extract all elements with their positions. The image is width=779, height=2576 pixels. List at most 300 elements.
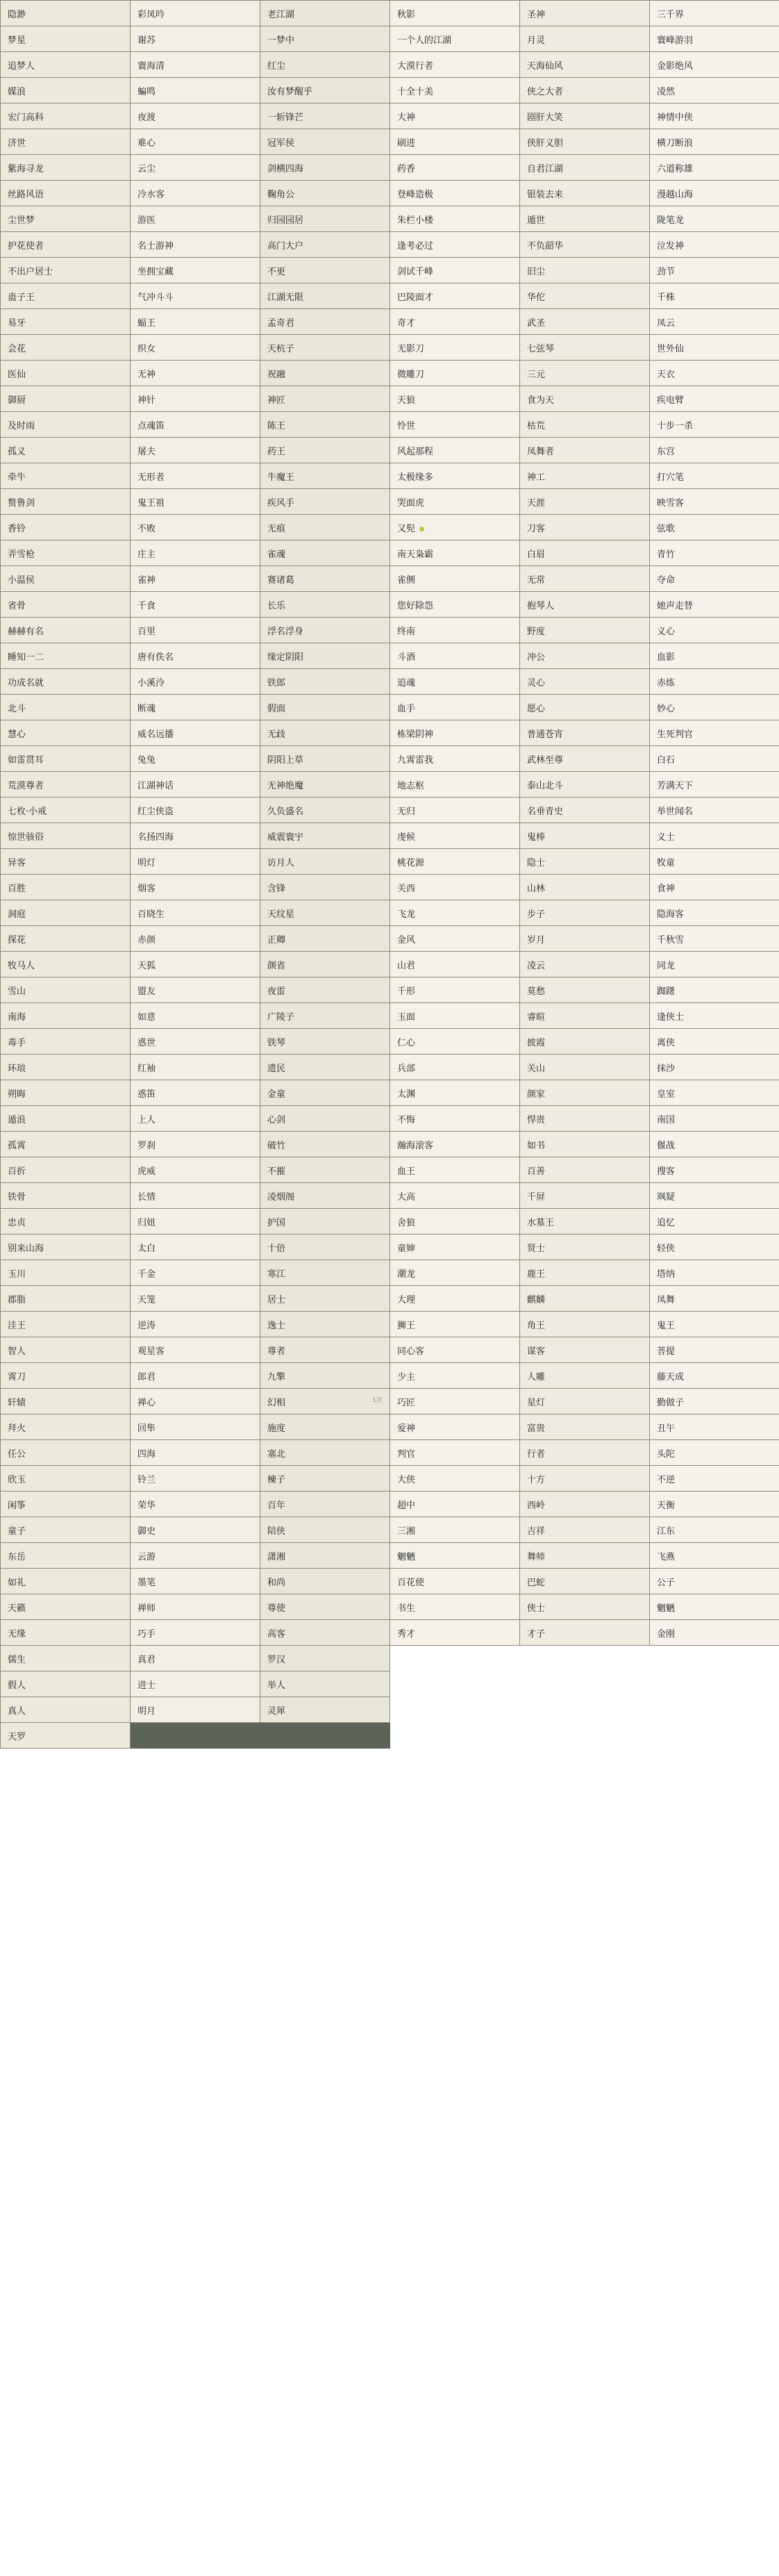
grid-cell[interactable]: 才子 [520, 1620, 650, 1646]
grid-cell[interactable]: 栋梁阴神 [390, 720, 520, 746]
grid-cell[interactable]: 漫越山海 [650, 181, 779, 206]
grid-cell[interactable]: 织女 [131, 335, 260, 361]
grid-cell[interactable]: 禅心 [131, 1389, 260, 1414]
grid-cell[interactable]: 百折 [1, 1157, 131, 1183]
grid-cell[interactable]: 金风 [390, 926, 520, 952]
grid-cell[interactable]: 白石 [650, 746, 779, 772]
grid-cell[interactable]: 风起那程 [390, 438, 520, 463]
grid-cell[interactable]: 童婶 [390, 1235, 520, 1260]
grid-cell[interactable]: 血手 [390, 695, 520, 720]
grid-cell[interactable]: 旧尘 [520, 258, 650, 283]
grid-cell[interactable]: 判官 [390, 1440, 520, 1466]
grid-cell[interactable]: 丑午 [650, 1414, 779, 1440]
grid-cell[interactable]: 千秋雪 [650, 926, 779, 952]
grid-cell[interactable]: 鬼王 [650, 1312, 779, 1337]
grid-cell[interactable]: 心剑 [260, 1106, 390, 1132]
grid-cell[interactable]: 西岭 [520, 1492, 650, 1517]
grid-cell[interactable]: 寰峰游羽 [650, 26, 779, 52]
grid-cell[interactable]: 七弦琴 [520, 335, 650, 361]
grid-cell[interactable]: 生死判官 [650, 720, 779, 746]
grid-cell[interactable]: 舞师 [520, 1543, 650, 1569]
grid-cell[interactable]: 六道称雄 [650, 155, 779, 181]
grid-cell[interactable]: 凌然 [650, 78, 779, 104]
grid-cell[interactable]: 千形 [390, 977, 520, 1003]
grid-cell[interactable]: 打穴笔 [650, 463, 779, 489]
grid-cell[interactable]: 山林 [520, 875, 650, 900]
grid-cell[interactable]: 睡知一二 [1, 643, 131, 669]
grid-cell[interactable]: 血影 [650, 643, 779, 669]
grid-cell[interactable]: 罗刹 [131, 1132, 260, 1157]
grid-cell[interactable]: 青竹 [650, 540, 779, 566]
grid-cell[interactable]: 梦星 [1, 26, 131, 52]
grid-cell[interactable]: 洞庭 [1, 900, 131, 926]
grid-cell[interactable]: 灵心 [520, 669, 650, 695]
grid-cell[interactable]: 食神 [650, 875, 779, 900]
grid-cell[interactable]: 名垂青史 [520, 798, 650, 823]
grid-cell[interactable]: 狮王 [390, 1312, 520, 1337]
grid-cell[interactable]: 欣玉 [1, 1466, 131, 1492]
grid-cell[interactable]: 尊使 [260, 1594, 390, 1620]
grid-cell[interactable]: 进士 [131, 1671, 260, 1697]
grid-cell[interactable]: 断魂 [131, 695, 260, 720]
grid-cell[interactable]: 她声走替 [650, 592, 779, 618]
grid-cell[interactable]: 北斗 [1, 695, 131, 720]
grid-cell[interactable]: 菩提 [650, 1337, 779, 1363]
grid-cell[interactable]: 大侠 [390, 1466, 520, 1492]
grid-cell[interactable]: 离侠 [650, 1029, 779, 1055]
grid-cell[interactable]: 赘鲁剑 [1, 489, 131, 515]
grid-cell[interactable]: 逸士 [260, 1312, 390, 1337]
grid-cell[interactable]: 三千界 [650, 1, 779, 26]
grid-cell[interactable]: 抱琴人 [520, 592, 650, 618]
grid-cell[interactable]: 潇湘 [260, 1543, 390, 1569]
grid-cell[interactable]: 久负盛名 [260, 798, 390, 823]
grid-cell[interactable]: 华佗 [520, 283, 650, 309]
grid-cell[interactable]: 真人 [1, 1697, 131, 1723]
grid-cell[interactable]: 莫愁 [520, 977, 650, 1003]
grid-cell[interactable]: 神匠 [260, 386, 390, 412]
grid-cell[interactable]: 藤天成 [650, 1363, 779, 1389]
grid-cell[interactable]: 九擎 [260, 1363, 390, 1389]
grid-cell[interactable]: 追忆 [650, 1209, 779, 1235]
grid-cell[interactable]: 疾电臂 [650, 386, 779, 412]
grid-cell[interactable]: 侠肝义胆 [520, 129, 650, 155]
grid-cell[interactable]: 兔兔 [131, 746, 260, 772]
grid-cell[interactable]: 铁骨 [1, 1183, 131, 1209]
grid-cell[interactable]: 墨笔 [131, 1569, 260, 1594]
grid-cell[interactable]: 异客 [1, 849, 131, 875]
grid-cell[interactable]: 虔候 [390, 823, 520, 849]
grid-cell[interactable]: 济世 [1, 129, 131, 155]
grid-cell[interactable]: 小温侯 [1, 566, 131, 592]
grid-cell[interactable]: 轩辕 [1, 1389, 131, 1414]
grid-cell[interactable]: 正卿 [260, 926, 390, 952]
grid-cell[interactable]: 牛魔王 [260, 463, 390, 489]
grid-cell[interactable]: 野度 [520, 618, 650, 643]
grid-cell[interactable]: 药香 [390, 155, 520, 181]
grid-cell[interactable]: 逢侠士 [650, 1003, 779, 1029]
grid-cell[interactable]: 人雕 [520, 1363, 650, 1389]
grid-cell[interactable]: 红袖 [131, 1055, 260, 1080]
grid-cell[interactable]: 省骨 [1, 592, 131, 618]
grid-cell[interactable]: 玉面 [390, 1003, 520, 1029]
grid-cell[interactable]: 百善 [520, 1157, 650, 1183]
grid-cell[interactable]: 如礼 [1, 1569, 131, 1594]
grid-cell[interactable]: 功成名就 [1, 669, 131, 695]
grid-cell[interactable]: 护国 [260, 1209, 390, 1235]
grid-cell[interactable]: 桃花源 [390, 849, 520, 875]
grid-cell[interactable]: 无神绝魔 [260, 772, 390, 798]
grid-cell[interactable]: 秀才 [390, 1620, 520, 1646]
grid-cell[interactable]: 银装去来 [520, 181, 650, 206]
grid-cell[interactable]: 凌烟阁 [260, 1183, 390, 1209]
grid-cell[interactable]: 十步一杀 [650, 412, 779, 438]
grid-cell[interactable]: 天衣 [650, 361, 779, 386]
grid-cell[interactable]: 坐拥宝藏 [131, 258, 260, 283]
grid-cell[interactable]: 天涯 [520, 489, 650, 515]
grid-cell[interactable]: 访月人 [260, 849, 390, 875]
grid-cell[interactable]: 雀魂 [260, 540, 390, 566]
grid-cell[interactable]: 千金 [131, 1260, 260, 1286]
grid-cell[interactable]: 破竹 [260, 1132, 390, 1157]
grid-cell[interactable]: 智人 [1, 1337, 131, 1363]
grid-cell[interactable]: 奇才 [390, 309, 520, 335]
grid-cell[interactable]: 一个人的江湖 [390, 26, 520, 52]
grid-cell[interactable]: 大高 [390, 1183, 520, 1209]
grid-cell[interactable]: 普通苍宵 [520, 720, 650, 746]
grid-cell[interactable]: 百里 [131, 618, 260, 643]
grid-cell[interactable]: 不摧 [260, 1157, 390, 1183]
grid-cell[interactable]: 神工 [520, 463, 650, 489]
grid-cell[interactable]: 逢考必过 [390, 232, 520, 258]
grid-cell[interactable]: 如雷贯耳 [1, 746, 131, 772]
grid-cell[interactable]: 寒江 [260, 1260, 390, 1286]
grid-cell[interactable]: 秋影 [390, 1, 520, 26]
grid-cell[interactable]: 江东 [650, 1517, 779, 1543]
grid-cell[interactable]: 彩凤吟 [131, 1, 260, 26]
grid-cell[interactable]: 陈王 [260, 412, 390, 438]
grid-cell[interactable]: 金刚 [650, 1620, 779, 1646]
grid-cell[interactable]: 不悔 [390, 1106, 520, 1132]
grid-cell[interactable]: 江湖无限 [260, 283, 390, 309]
grid-cell[interactable]: 爱神 [390, 1414, 520, 1440]
grid-cell[interactable]: 罗汉 [260, 1646, 390, 1671]
grid-cell[interactable]: 泰山北斗 [520, 772, 650, 798]
grid-cell[interactable]: 药王 [260, 438, 390, 463]
grid-cell[interactable]: 金影绝风 [650, 52, 779, 78]
grid-cell[interactable]: 护花使者 [1, 232, 131, 258]
grid-cell[interactable]: 不败 [131, 515, 260, 540]
grid-cell[interactable]: 公子 [650, 1569, 779, 1594]
grid-cell[interactable]: 飒疑 [650, 1183, 779, 1209]
grid-cell[interactable]: 牧童 [650, 849, 779, 875]
grid-cell[interactable]: 飞燕 [650, 1543, 779, 1569]
grid-cell[interactable]: 勤做子 [650, 1389, 779, 1414]
grid-cell[interactable]: 剧肝大笑 [520, 104, 650, 129]
grid-cell[interactable]: 荒漠尊者 [1, 772, 131, 798]
grid-cell[interactable]: 施度 [260, 1414, 390, 1440]
grid-cell[interactable]: 神针 [131, 386, 260, 412]
grid-cell[interactable]: 书生 [390, 1594, 520, 1620]
grid-cell[interactable]: 无歧 [260, 720, 390, 746]
grid-cell[interactable]: 愿心 [520, 695, 650, 720]
grid-cell[interactable]: 不出户居士 [1, 258, 131, 283]
grid-cell[interactable]: 御厨 [1, 386, 131, 412]
grid-cell[interactable]: 洼王 [1, 1312, 131, 1337]
grid-cell[interactable]: 庄主 [131, 540, 260, 566]
grid-cell[interactable]: 云游 [131, 1543, 260, 1569]
grid-cell[interactable]: 逆涛 [131, 1312, 260, 1337]
grid-cell[interactable]: 步子 [520, 900, 650, 926]
grid-cell[interactable]: 武圣 [520, 309, 650, 335]
grid-cell[interactable]: 夜雷 [260, 977, 390, 1003]
grid-cell[interactable]: 枯荒 [520, 412, 650, 438]
grid-cell[interactable]: 观星客 [131, 1337, 260, 1363]
grid-cell[interactable]: 赤颜 [131, 926, 260, 952]
grid-cell[interactable]: 大漠行者 [390, 52, 520, 78]
grid-cell[interactable]: 唐有佚名 [131, 643, 260, 669]
grid-cell[interactable]: 关山 [520, 1055, 650, 1080]
grid-cell[interactable]: 虎威 [131, 1157, 260, 1183]
grid-cell[interactable]: 牵牛 [1, 463, 131, 489]
grid-cell[interactable]: 天纹星 [260, 900, 390, 926]
grid-cell[interactable]: 睿暄 [520, 1003, 650, 1029]
grid-cell[interactable]: 行者 [520, 1440, 650, 1466]
grid-cell[interactable]: 烟客 [131, 875, 260, 900]
grid-cell[interactable]: 巴蛇 [520, 1569, 650, 1594]
grid-cell[interactable]: 冷水客 [131, 181, 260, 206]
grid-cell[interactable]: 飞龙 [390, 900, 520, 926]
grid-cell[interactable]: 会花 [1, 335, 131, 361]
grid-cell[interactable]: 东宫 [650, 438, 779, 463]
grid-cell[interactable]: 点魂笛 [131, 412, 260, 438]
grid-cell[interactable]: 儒生 [1, 1646, 131, 1671]
grid-cell[interactable]: 大神 [390, 104, 520, 129]
grid-cell[interactable]: 映雪客 [650, 489, 779, 515]
grid-cell[interactable]: 凌云 [520, 952, 650, 977]
grid-cell[interactable]: 巴陵面才 [390, 283, 520, 309]
grid-cell[interactable]: 追梦人 [1, 52, 131, 78]
grid-cell[interactable]: 天籁 [1, 1594, 131, 1620]
grid-cell[interactable]: 禅师 [131, 1594, 260, 1620]
grid-cell[interactable]: 七枚·小戒 [1, 798, 131, 823]
grid-cell[interactable]: 闲筝 [1, 1492, 131, 1517]
grid-cell[interactable]: 忠贞 [1, 1209, 131, 1235]
grid-cell[interactable]: 蝠王 [131, 309, 260, 335]
grid-cell[interactable]: 巧手 [131, 1620, 260, 1646]
grid-cell[interactable]: 剑横四海 [260, 155, 390, 181]
grid-cell[interactable]: 香铃 [1, 515, 131, 540]
grid-cell[interactable]: 剑试千峰 [390, 258, 520, 283]
grid-cell[interactable]: 天笼 [131, 1286, 260, 1312]
grid-cell[interactable]: 媒浪 [1, 78, 131, 104]
grid-cell[interactable]: 拜火 [1, 1414, 131, 1440]
grid-cell[interactable]: 如意 [131, 1003, 260, 1029]
grid-cell[interactable]: 无常 [520, 566, 650, 592]
grid-cell[interactable]: 江湖神话 [131, 772, 260, 798]
grid-cell[interactable]: 无神 [131, 361, 260, 386]
grid-cell[interactable]: 百年 [260, 1492, 390, 1517]
grid-cell[interactable]: 星灯 [520, 1389, 650, 1414]
grid-cell[interactable]: 四海 [131, 1440, 260, 1466]
grid-cell[interactable]: 巧匠 [390, 1389, 520, 1414]
grid-cell[interactable]: 刷进 [390, 129, 520, 155]
grid-cell[interactable]: 假面 [260, 695, 390, 720]
grid-cell[interactable]: 遁世 [520, 206, 650, 232]
grid-cell[interactable]: 悍贵 [520, 1106, 650, 1132]
grid-cell[interactable]: 舍狼 [390, 1209, 520, 1235]
grid-cell[interactable]: 假人 [1, 1671, 131, 1697]
grid-cell[interactable]: 郡脂 [1, 1286, 131, 1312]
grid-cell[interactable]: 孤义 [1, 438, 131, 463]
grid-cell[interactable]: 云尘 [131, 155, 260, 181]
grid-cell[interactable]: 追魂 [390, 669, 520, 695]
grid-cell[interactable]: 终南 [390, 618, 520, 643]
grid-cell[interactable]: 魍魉 [650, 1594, 779, 1620]
grid-cell[interactable]: 鬼王祖 [131, 489, 260, 515]
grid-cell[interactable]: 水墓王 [520, 1209, 650, 1235]
grid-cell[interactable]: 魍魉 [390, 1543, 520, 1569]
grid-cell[interactable]: 金童 [260, 1080, 390, 1106]
grid-cell[interactable]: 山君 [390, 952, 520, 977]
grid-cell[interactable]: 朔晦 [1, 1080, 131, 1106]
grid-cell[interactable]: 陇笔龙 [650, 206, 779, 232]
grid-cell[interactable]: 天海仙风 [520, 52, 650, 78]
grid-cell[interactable]: 朱栏小楼 [390, 206, 520, 232]
grid-cell[interactable]: 名士游神 [131, 232, 260, 258]
grid-cell[interactable]: 陪侠 [260, 1517, 390, 1543]
grid-cell[interactable]: 角王 [520, 1312, 650, 1337]
grid-cell[interactable]: 吉祥 [520, 1517, 650, 1543]
grid-cell[interactable]: 南天枭霸 [390, 540, 520, 566]
grid-cell[interactable]: 归妞 [131, 1209, 260, 1235]
grid-cell[interactable]: 易牙 [1, 309, 131, 335]
grid-cell[interactable]: 冲公 [520, 643, 650, 669]
grid-cell[interactable]: 九霄雷我 [390, 746, 520, 772]
grid-cell[interactable]: 三元 [520, 361, 650, 386]
grid-cell[interactable]: 惑笛 [131, 1080, 260, 1106]
grid-cell[interactable]: 血王 [390, 1157, 520, 1183]
grid-cell[interactable]: 无形者 [131, 463, 260, 489]
grid-cell[interactable]: 凤舞 [650, 1286, 779, 1312]
grid-cell[interactable]: 太极缘多 [390, 463, 520, 489]
grid-cell[interactable]: 仁心 [390, 1029, 520, 1055]
grid-cell[interactable]: 灵犀 [260, 1697, 390, 1723]
grid-cell[interactable]: 神情中侠 [650, 104, 779, 129]
grid-cell[interactable]: 哭面虎 [390, 489, 520, 515]
grid-cell[interactable]: 高客 [260, 1620, 390, 1646]
grid-cell[interactable]: 毒手 [1, 1029, 131, 1055]
grid-cell[interactable]: 芳满天下 [650, 772, 779, 798]
grid-cell[interactable]: 谢苏 [131, 26, 260, 52]
grid-cell[interactable]: 太白 [131, 1235, 260, 1260]
grid-cell[interactable]: 雪山 [1, 977, 131, 1003]
grid-cell[interactable]: 塔纳 [650, 1260, 779, 1286]
grid-cell[interactable]: 头陀 [650, 1440, 779, 1466]
grid-cell[interactable]: 丝路风语 [1, 181, 131, 206]
grid-cell[interactable]: 红尘 [260, 52, 390, 78]
grid-cell[interactable]: 塞北 [260, 1440, 390, 1466]
grid-cell[interactable]: 广陵子 [260, 1003, 390, 1029]
grid-cell[interactable]: 气冲斗斗 [131, 283, 260, 309]
grid-cell[interactable]: 无归 [390, 798, 520, 823]
grid-cell[interactable]: 蛊子王 [1, 283, 131, 309]
grid-cell[interactable]: 夜渡 [131, 104, 260, 129]
grid-cell[interactable]: 岁月 [520, 926, 650, 952]
grid-cell[interactable]: 真君 [131, 1646, 260, 1671]
grid-cell[interactable]: 泣发神 [650, 232, 779, 258]
grid-cell[interactable]: 义心 [650, 618, 779, 643]
grid-cell[interactable]: 谋客 [520, 1337, 650, 1363]
grid-cell[interactable]: 皇室 [650, 1080, 779, 1106]
grid-cell[interactable]: 高门大户 [260, 232, 390, 258]
grid-cell[interactable]: 颜省 [260, 952, 390, 977]
grid-cell[interactable]: 游医 [131, 206, 260, 232]
grid-cell[interactable]: 潮龙 [390, 1260, 520, 1286]
grid-cell[interactable]: 小溪泠 [131, 669, 260, 695]
grid-cell[interactable]: 大理 [390, 1286, 520, 1312]
grid-cell[interactable]: 少主 [390, 1363, 520, 1389]
grid-cell[interactable]: 弦歌 [650, 515, 779, 540]
grid-cell[interactable]: 十方 [520, 1466, 650, 1492]
grid-cell[interactable]: 居士 [260, 1286, 390, 1312]
grid-cell[interactable]: 鬼棒 [520, 823, 650, 849]
grid-cell[interactable]: 月灵 [520, 26, 650, 52]
grid-cell[interactable]: 回隼 [131, 1414, 260, 1440]
grid-cell[interactable]: 鞠角公 [260, 181, 390, 206]
grid-cell[interactable]: 环琅 [1, 1055, 131, 1080]
grid-cell[interactable]: 义士 [650, 823, 779, 849]
grid-cell[interactable]: 任公 [1, 1440, 131, 1466]
grid-cell[interactable]: 尊者 [260, 1337, 390, 1363]
grid-cell[interactable]: 天衡 [650, 1492, 779, 1517]
grid-cell[interactable]: 十倍 [260, 1235, 390, 1260]
grid-cell[interactable]: 楝子 [260, 1466, 390, 1492]
grid-cell[interactable]: 富贵 [520, 1414, 650, 1440]
grid-cell[interactable]: 一斩锋芒 [260, 104, 390, 129]
grid-cell[interactable]: 鹿王 [520, 1260, 650, 1286]
grid-cell[interactable]: 颜家 [520, 1080, 650, 1106]
grid-cell[interactable]: 探花 [1, 926, 131, 952]
grid-cell[interactable]: 举世闻名 [650, 798, 779, 823]
grid-cell[interactable]: 千食 [131, 592, 260, 618]
grid-cell[interactable]: 圣神 [520, 1, 650, 26]
grid-cell[interactable]: 刀客 [520, 515, 650, 540]
grid-cell[interactable]: 天狐 [131, 952, 260, 977]
grid-cell[interactable]: 疾风手 [260, 489, 390, 515]
grid-cell[interactable]: 难心 [131, 129, 260, 155]
grid-cell[interactable]: 霄刀 [1, 1363, 131, 1389]
grid-cell[interactable]: 浮名浮身 [260, 618, 390, 643]
grid-cell[interactable]: 牧马人 [1, 952, 131, 977]
grid-cell[interactable]: 汝有梦醒乎 [260, 78, 390, 104]
grid-cell[interactable]: 如书 [520, 1132, 650, 1157]
grid-cell[interactable]: 登峰造极 [390, 181, 520, 206]
grid-cell[interactable]: 轻侠 [650, 1235, 779, 1260]
grid-cell[interactable]: 一梦中 [260, 26, 390, 52]
grid-cell[interactable]: 南海 [1, 1003, 131, 1029]
grid-cell[interactable]: 铃兰 [131, 1466, 260, 1492]
grid-cell[interactable]: 幻相 1对 [260, 1389, 390, 1414]
grid-cell[interactable]: 同心客 [390, 1337, 520, 1363]
grid-cell[interactable]: 孟奇君 [260, 309, 390, 335]
grid-cell[interactable]: 明灯 [131, 849, 260, 875]
grid-cell[interactable]: 南国 [650, 1106, 779, 1132]
grid-cell[interactable]: 披霞 [520, 1029, 650, 1055]
grid-cell[interactable]: 赛诸葛 [260, 566, 390, 592]
grid-cell[interactable]: 踟躇 [650, 977, 779, 1003]
grid-cell[interactable]: 遁浪 [1, 1106, 131, 1132]
